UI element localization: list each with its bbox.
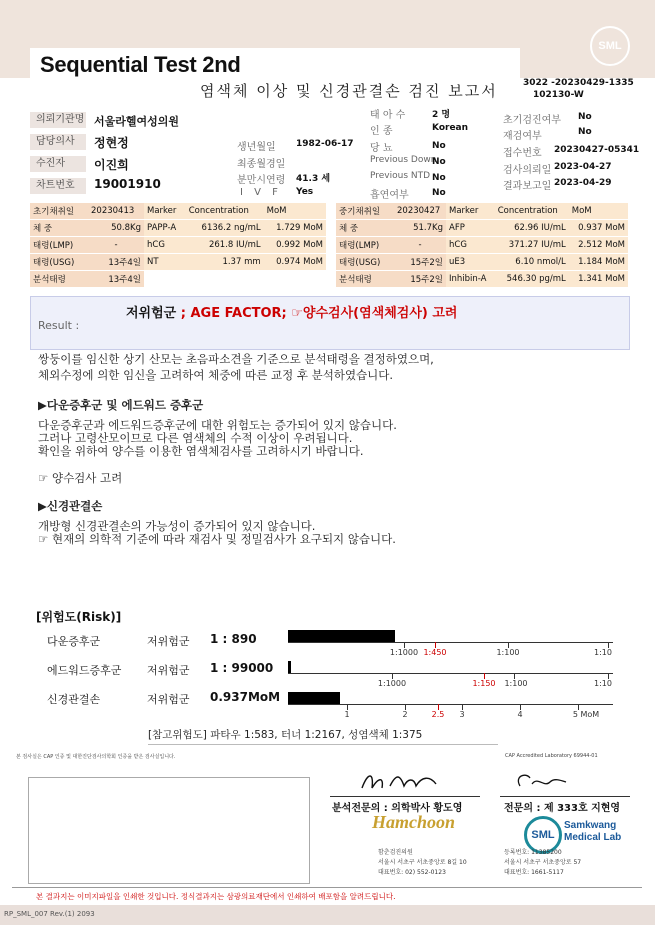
first-conc-header: Concentration (186, 203, 264, 220)
result-level: 저위험군 (126, 306, 177, 321)
table-row: 태령(LMP) - hCG 371.27 IU/mL 2.512 MoM (336, 237, 628, 254)
doctor-label: 담당의사 (30, 134, 86, 150)
risk-axis-ntd (288, 704, 613, 705)
fetus-label: 태 아 수 (370, 110, 406, 121)
risk-title: [위험도(Risk)] (36, 610, 122, 624)
dob-value: 1982-06-17 (296, 139, 354, 149)
axis-label: 1:150 (472, 679, 496, 688)
axis-label: 1 (344, 710, 350, 719)
comment-line: 그러나 고령산모이므로 다른 염색체의 수적 이상이 우려됩니다. (38, 431, 353, 445)
risk-value-ntd: 0.937MoM (210, 690, 281, 704)
page-title: Sequential Test 2nd (40, 52, 241, 77)
prev-ntd-value: No (432, 173, 446, 183)
first-trimester-table (30, 203, 326, 288)
axis-label: 3 (459, 710, 465, 719)
table-row: 체 중 50.8Kg PAPP-A 6136.2 ng/mL 1.729 MoM (30, 220, 326, 237)
receipt-value: 20230427-05341 (554, 145, 640, 155)
diabetes-value: No (432, 141, 446, 151)
risk-axis-edwards (288, 673, 613, 674)
first-exam-label: 초기검진여부 (503, 115, 561, 126)
divider (330, 796, 480, 797)
axis-label: 4 (517, 710, 523, 719)
footer-notice: 본 결과지는 이미지파일을 인쇄한 것입니다. 정식결과지는 삼광의료재단에서 인쇄하여 배포함을 알려드립니다. (36, 892, 396, 901)
second-date-label: 중기채취일 (336, 203, 394, 220)
examinee-value: 이진희 (94, 158, 129, 172)
risk-bar-down (288, 630, 395, 642)
axis-label: 2 (402, 710, 408, 719)
form-code: RP_SML_007 Rev.(1) 2093 (4, 910, 95, 918)
cap-accreditation-note: CAP Accredited Laboratory 69944-01 (505, 753, 598, 759)
lab-accreditation-note: 본 검사실은 CAP 인증 및 대한진단검사의학회 인증을 받은 검사실입니다. (16, 754, 176, 760)
axis-label: 1:10 (594, 679, 612, 688)
analyst-signature-title: 분석전문의 : 의학박사 황도영 (332, 803, 463, 814)
table-row: 태령(LMP) - hCG 261.8 IU/mL 0.992 MoM (30, 237, 326, 254)
retest-value: No (578, 127, 592, 137)
document-number: 3022 -20230429-1335 102130-W (523, 78, 634, 100)
sml-logo: SML (590, 26, 630, 66)
axis-label: 1:10 (594, 648, 612, 657)
prev-down-label: Previous Down (370, 155, 437, 165)
fetus-value: 2 명 (432, 110, 451, 120)
age-value: 41.3 세 (296, 174, 331, 184)
samkwang-logo-text: Samkwang Medical Lab (564, 820, 622, 843)
second-conc-header: Concentration (495, 203, 569, 220)
comment-line: 체외수정에 의한 임신을 고려하여 체중에 따른 교정 후 분석하였습니다. (38, 368, 394, 382)
table-row: 체 중 51.7Kg AFP 62.96 IU/mL 0.937 MoM (336, 220, 628, 237)
reference-risk: [참고위험도] 파타우 1:583, 터너 1:2167, 성염색체 1:375 (148, 729, 423, 741)
first-date-label: 초기채취일 (30, 203, 88, 220)
axis-label: 1:1000 (377, 679, 407, 688)
left-org-info: 함춘검진의원 서울시 서초구 서초중앙로 8길 10 대표번호: 02) 552-0123 (378, 849, 467, 876)
risk-name-down: 다운증후군 (47, 635, 101, 648)
chart-value: 19001910 (94, 177, 161, 191)
comment-line: ☞ 양수검사 고려 (38, 471, 123, 485)
second-trimester-table (336, 203, 628, 288)
risk-level-down: 저위험군 (147, 635, 190, 648)
axis-label: 1:100 (504, 679, 528, 688)
chart-label: 차트번호 (30, 178, 86, 194)
axis-label: 5 MoM (572, 710, 600, 719)
doctor-value: 정현정 (94, 136, 129, 150)
diabetes-label: 당 뇨 (370, 143, 393, 154)
examinee-label: 수진자 (30, 156, 86, 172)
report-date-value: 2023-04-29 (554, 178, 612, 188)
section-heading-down-edwards: ▶다운증후군 및 에드워드 증후군 (38, 398, 204, 412)
lmp-label: 최종월경일 (237, 159, 286, 170)
risk-name-edwards: 에드워드증후군 (47, 664, 122, 677)
comment-line: ☞ 현재의 의학적 기준에 따라 재검사 및 정밀검사가 요구되지 않습니다. (38, 532, 396, 546)
signature-left (360, 768, 450, 794)
table-row: 태령(USG) 15주2일 uE3 6.10 nmol/L 1.184 MoM (336, 254, 628, 271)
risk-scale-down (288, 630, 613, 660)
risk-level-edwards: 저위험군 (147, 664, 190, 677)
result-summary (126, 302, 457, 321)
comment-line: 개방형 신경관결손의 가능성이 증가되어 있지 않습니다. (38, 519, 316, 533)
smoking-label: 흡연여부 (370, 190, 409, 201)
retest-label: 재검여부 (503, 131, 542, 142)
risk-value-edwards: 1 : 99000 (210, 661, 274, 675)
result-factor: ; AGE FACTOR; ☞양수검사(염색체검사) 고려 (180, 306, 458, 321)
first-mom-header: MoM (264, 203, 326, 220)
race-label: 인 종 (370, 126, 393, 137)
comment-line: 쌍둥이를 임신한 상기 산모는 초음파소견을 기준으로 분석태령을 결정하였으며, (38, 352, 434, 366)
section-heading-ntd: ▶신경관결손 (38, 499, 103, 513)
axis-label: 2.5 (431, 710, 445, 719)
risk-value-down: 1 : 890 (210, 632, 257, 646)
report-date-label: 결과보고일 (503, 181, 552, 192)
first-date-value: 20230413 (88, 203, 144, 220)
hamchoon-logo: Hamchoon (372, 812, 456, 832)
first-marker-header: Marker (144, 203, 186, 220)
axis-label: 1:1000 (389, 648, 419, 657)
specialist-signature-title: 전문의 : 제 333호 지현영 (504, 803, 621, 814)
smoking-value: No (432, 188, 446, 198)
divider (500, 796, 630, 797)
divider (148, 744, 498, 745)
risk-scale-edwards (288, 661, 613, 691)
request-date-label: 검사의뢰일 (503, 165, 552, 176)
risk-bar-ntd (288, 692, 340, 704)
table-row: 분석태령 15주2일 Inhibin-A 546.30 pg/mL 1.341 MoM (336, 271, 628, 288)
comment-line: 다운증후군과 에드워드증후군에 대한 위험도는 증가되어 있지 않습니다. (38, 418, 397, 432)
age-label: 분만시연령 (237, 175, 286, 186)
axis-label: 1:450 (423, 648, 447, 657)
prev-ntd-label: Previous NTD (370, 171, 431, 181)
report-subtitle: 염색체 이상 및 신경관결손 검진 보고서 (200, 82, 498, 100)
footer-band (0, 905, 655, 925)
comment-line: 확인을 위하여 양수를 이용한 염색체검사를 고려하시기 바랍니다. (38, 444, 364, 458)
samkwang-logo-icon: SML (524, 816, 562, 854)
institution-value: 서울라헬여성의원 (94, 115, 180, 128)
second-mom-header: MoM (569, 203, 628, 220)
prev-down-value: No (432, 157, 446, 167)
memo-box (28, 777, 310, 884)
race-value: Korean (432, 123, 469, 133)
receipt-label: 접수번호 (503, 148, 542, 159)
risk-name-ntd: 신경관결손 (47, 693, 101, 706)
first-exam-value: No (578, 112, 592, 122)
table-row: 분석태령 13주4일 (30, 271, 326, 288)
risk-scale-ntd (288, 692, 613, 722)
signature-right (510, 768, 570, 794)
second-marker-header: Marker (446, 203, 495, 220)
request-date-value: 2023-04-27 (554, 162, 612, 172)
dob-label: 생년월일 (237, 142, 276, 153)
ivf-value: Yes (296, 187, 314, 197)
institution-label: 의뢰기관명 (30, 112, 86, 128)
table-row: 태령(USG) 13주4일 NT 1.37 mm 0.974 MoM (30, 254, 326, 271)
axis-label: 1:100 (496, 648, 520, 657)
right-org-info: 등록번호: 11385200 서울시 서초구 서초중앙로 57 대표번호: 1661-5117 (504, 849, 582, 876)
risk-axis-down (288, 642, 613, 643)
result-label: Result : (38, 319, 80, 332)
divider (12, 887, 642, 888)
risk-bar-edwards (288, 661, 291, 673)
risk-level-ntd: 저위험군 (147, 693, 190, 706)
ivf-label: I V F (240, 187, 282, 198)
second-date-value: 20230427 (394, 203, 446, 220)
